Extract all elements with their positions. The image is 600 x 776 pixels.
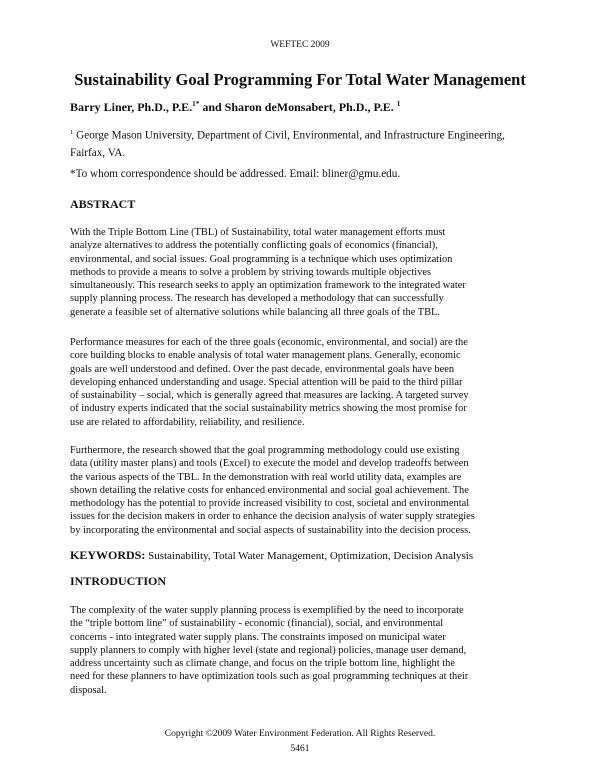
text-line: of sustainability – social, which is generally agreed that measures are lacking. A targeted survey [70,390,469,402]
paper-title: Sustainability Goal Programming For Total Water Management [74,70,526,89]
text-line: by incorporating the environmental and social aspects of sustainability into the decision process. [70,524,471,536]
page-number: 5461 [290,744,310,754]
text-line: core building blocks to enable analysis of total water management plans. Generally, economic [70,350,461,362]
author-1-superscript: 1* [192,100,200,108]
text-line: data (utility master plans) and tools (Excel) to execute the model and develop tradeoffs between [70,458,469,470]
text-line: The complexity of the water supply planning process is exemplified by the need to incorporate [70,605,464,616]
text-line: Furthermore, the research showed that the goal programming methodology could use existing [70,445,460,456]
text-line: use are related to affordability, reliability, and resilience. [70,416,305,428]
text-line: Performance measures for each of the three goals (economic, environmental, and social) are the [70,337,468,348]
text-line: disposal. [70,684,107,696]
text-line: environmental, and social issues. Goal programming is a technique which uses optimization [70,253,453,265]
introduction-heading: INTRODUCTION [70,574,167,588]
author-2: Sharon deMonsabert, Ph.D., P.E. [224,100,394,114]
text-line: concerns - into integrated water supply plans. The constraints imposed on municipal water [70,631,446,643]
text-line: supply planning process. The research has developed a methodology that can successfully [70,293,444,305]
abstract-paragraph-2 [70,336,532,429]
text-line: methods to provide a means to solve a problem by striving towards multiple objectives [70,266,432,278]
text-line: shown detailing the relative costs for enhanced environmental and social goal achievement. The [70,484,469,496]
text-line: address uncertainty such as climate change, and focus on the triple bottom line, highlight the [70,658,455,670]
author-2-superscript: 1 [396,100,401,108]
text-line: generate a feasible set of alternative solutions while balancing all three goals of the TBL. [70,306,440,318]
introduction-paragraph-1 [70,604,532,697]
author-1: Barry Liner, Ph.D., P.E. [70,100,193,114]
text-line: supply planners to comply with higher level (state and regional) policies, manage user demand, [70,644,467,656]
text-line: developing enhanced understanding and usage. Special attention will be paid to the third pillar [70,376,463,388]
affiliation-line-2: Fairfax, VA. [70,146,126,159]
copyright-footer: Copyright ©2009 Water Environment Federation. All Rights Reserved. [164,729,436,739]
affiliation [70,124,540,162]
text-line: methodology has the potential to provide increased visibility to cost, societal and environmental [70,498,470,510]
affiliation-superscript: 1 [70,129,74,136]
text-line: goals are well understood and defined. Over the past decade, environmental goals have been [70,363,455,375]
author-line [70,100,540,115]
correspondence-note: *To whom correspondence should be addressed. Email: bliner@gmu.edu. [70,168,401,180]
abstract-paragraph-3 [70,444,532,537]
affiliation-line-1: George Mason University, Department of Civil, Environmental, and Infrastructure Engineering, [76,129,505,142]
text-line: With the Triple Bottom Line (TBL) of Sustainability, total water management efforts must [70,227,446,238]
author-connector: and [202,100,222,114]
text-line: simultaneously. This research seeks to apply an optimization framework to the integrated water [70,280,466,292]
keywords-text: Sustainability, Total Water Management, Optimization, Decision Analysis [148,550,474,562]
text-line: need for these planners to have optimization tools such as goal programming techniques at their [70,671,469,683]
abstract-heading: ABSTRACT [70,197,136,211]
text-line: issues for the decision makers in order to enhance the decision analysis of water supply strategies [70,511,475,523]
text-line: analyze alternatives to address the potentially conflicting goals of economics (financial), [70,240,438,252]
abstract-paragraph-1 [70,226,532,319]
text-line: the “triple bottom line” of sustainability - economic (financial), social, and environmental [70,618,444,630]
text-line: of industry experts indicated that the social sustainability metrics showing the most promise for [70,403,467,415]
text-line: the various aspects of the TBL. In the demonstration with real world utility data, examples are [70,471,462,483]
keywords-label: KEYWORDS: [70,548,146,562]
conference-header: WEFTEC 2009 [270,40,330,50]
keywords [70,548,540,563]
